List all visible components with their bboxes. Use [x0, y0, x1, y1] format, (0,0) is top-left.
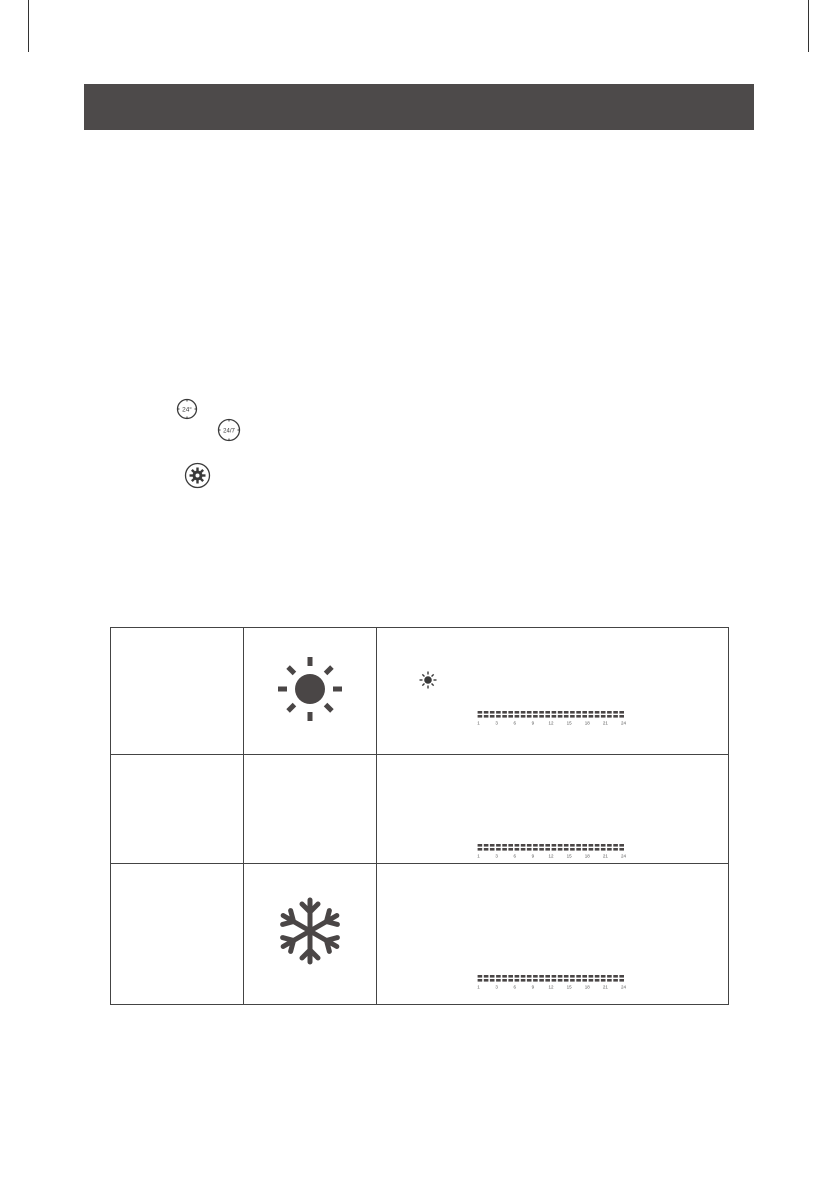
- hour-segment-top: [570, 711, 575, 714]
- hour-segment: [545, 979, 550, 982]
- hour-segment: [520, 848, 525, 851]
- mode-row-night: [111, 755, 729, 863]
- hour-tick-label: 21: [602, 720, 608, 726]
- hour-segment-top: [508, 711, 513, 714]
- hour-segment: [570, 979, 575, 982]
- hour-segment: [576, 979, 581, 982]
- svg-text:24/7: 24/7: [223, 428, 235, 435]
- mode-description-cell: [376, 863, 728, 1004]
- mode-table: [110, 627, 729, 1005]
- hour-segment-top: [527, 975, 532, 978]
- snowflake-icon: [275, 896, 345, 971]
- mode-name-cell: [111, 628, 244, 755]
- small-sun-icon: [419, 671, 437, 689]
- hour-segment: [594, 979, 599, 982]
- hour-segment-top: [477, 975, 482, 978]
- hour-segment: [564, 715, 569, 718]
- hour-segment: [601, 848, 606, 851]
- hour-segment: [613, 715, 618, 718]
- hour-tick-label: 24: [620, 984, 626, 990]
- mode-name-cell: [111, 755, 244, 863]
- gear-icon: [184, 462, 211, 489]
- hour-segment: [570, 715, 575, 718]
- hour-segment-top: [582, 844, 587, 847]
- hour-segment: [551, 848, 556, 851]
- hour-segment-top: [576, 975, 581, 978]
- hour-segment-top: [564, 844, 569, 847]
- hour-segment: [551, 715, 556, 718]
- hour-segment: [594, 715, 599, 718]
- hour-segment-top: [508, 844, 513, 847]
- hour-segment-top: [533, 975, 538, 978]
- hour-segment: [483, 979, 488, 982]
- hour-segment: [539, 979, 544, 982]
- hour-segment-top: [533, 844, 538, 847]
- hour-segment-top: [576, 844, 581, 847]
- hour-tick-label: 9: [531, 720, 534, 726]
- hour-segment-top: [551, 844, 556, 847]
- hour-segment-top: [594, 711, 599, 714]
- hour-tick-label: 3: [494, 720, 498, 726]
- hour-segment-top: [588, 975, 593, 978]
- hour-segment: [508, 715, 513, 718]
- hour-segment: [533, 848, 538, 851]
- hour-segment-top: [539, 975, 544, 978]
- hour-segment-top: [588, 711, 593, 714]
- hour-segment-top: [619, 975, 624, 978]
- hour-segment: [557, 715, 562, 718]
- hour-segment: [514, 848, 519, 851]
- svg-text:24°: 24°: [182, 406, 192, 414]
- hour-segment: [588, 979, 593, 982]
- hour-segment-top: [613, 711, 618, 714]
- hour-segment: [514, 979, 519, 982]
- hour-segment: [557, 979, 562, 982]
- hour-segment: [502, 979, 507, 982]
- hour-segment: [601, 979, 606, 982]
- hour-segment: [576, 715, 581, 718]
- hour-segment-top: [607, 711, 612, 714]
- hour-segment-top: [514, 975, 519, 978]
- hour-segment-top: [527, 711, 532, 714]
- crop-mark-left: [28, 0, 29, 52]
- hour-tick-label: 18: [584, 853, 590, 859]
- hour-segment-top: [564, 975, 569, 978]
- clock-24-icon: [176, 398, 198, 420]
- sun-icon: [278, 657, 342, 726]
- hour-segment: [477, 848, 482, 851]
- hour-segment-top: [502, 844, 507, 847]
- crop-mark-right: [808, 0, 809, 52]
- hour-segment: [539, 848, 544, 851]
- hour-tick-label: 9: [531, 984, 534, 990]
- hour-segment: [607, 848, 612, 851]
- hour-segment-top: [570, 975, 575, 978]
- hour-segment-top: [527, 844, 532, 847]
- hour-segment: [496, 979, 501, 982]
- hour-segment-top: [601, 844, 606, 847]
- hour-segment-top: [496, 975, 501, 978]
- hour-segment-top: [570, 844, 575, 847]
- hour-segment-top: [545, 975, 550, 978]
- mode-icon-cell: [243, 628, 376, 755]
- hour-segment: [613, 848, 618, 851]
- hour-segment-top: [514, 844, 519, 847]
- hour-segment: [502, 848, 507, 851]
- hour-segment-top: [508, 975, 513, 978]
- hour-tick-label: 3: [494, 984, 498, 990]
- hour-tick-label: 15: [566, 984, 572, 990]
- hour-segment: [619, 848, 624, 851]
- hour-segment: [570, 848, 575, 851]
- hour-tick-label: 3: [494, 853, 498, 859]
- hour-segment: [533, 979, 538, 982]
- hour-segment-top: [607, 844, 612, 847]
- hour-segment: [564, 979, 569, 982]
- mode-name-cell: [111, 863, 244, 1004]
- hour-segment: [582, 979, 587, 982]
- hour-segment-top: [545, 711, 550, 714]
- hour-segment: [527, 715, 532, 718]
- hour-segment: [619, 979, 624, 982]
- hour-tick-label: 21: [602, 853, 608, 859]
- hour-segment-top: [557, 711, 562, 714]
- hour-segment: [588, 848, 593, 851]
- hour-segment-top: [601, 975, 606, 978]
- hour-segment-top: [502, 711, 507, 714]
- hour-segment: [477, 715, 482, 718]
- hour-segment: [527, 848, 532, 851]
- hour-segment: [496, 715, 501, 718]
- hour-segment-top: [545, 844, 550, 847]
- hour-segment-top: [490, 711, 495, 714]
- hour-tick-label: 18: [584, 984, 590, 990]
- hour-segment-top: [483, 844, 488, 847]
- hour-segment-top: [551, 975, 556, 978]
- hour-segment-top: [619, 844, 624, 847]
- hour-segment: [490, 979, 495, 982]
- hour-segment-top: [588, 844, 593, 847]
- hour-segment: [601, 715, 606, 718]
- hour-segment-top: [483, 975, 488, 978]
- hour-segment-top: [551, 711, 556, 714]
- hour-segment-top: [483, 711, 488, 714]
- hour-segment: [588, 715, 593, 718]
- hour-segment-top: [594, 844, 599, 847]
- hour-tick-label: 12: [548, 984, 554, 990]
- hour-segment-top: [477, 844, 482, 847]
- hour-segment-top: [496, 844, 501, 847]
- hour-segment: [545, 715, 550, 718]
- hour-tick-label: 1: [476, 720, 480, 726]
- hour-tick-label: 24: [620, 720, 626, 726]
- hour-segment-top: [564, 711, 569, 714]
- hour-segment: [508, 848, 513, 851]
- hour-timeline: [477, 975, 625, 995]
- hour-segment: [496, 848, 501, 851]
- hour-segment-top: [490, 975, 495, 978]
- hour-segment: [564, 848, 569, 851]
- hour-segment: [582, 848, 587, 851]
- hour-segment-top: [533, 711, 538, 714]
- hour-segment: [520, 715, 525, 718]
- hour-segment: [551, 979, 556, 982]
- hour-segment-top: [557, 975, 562, 978]
- hour-segment: [490, 848, 495, 851]
- hour-segment-top: [607, 975, 612, 978]
- hour-segment-top: [582, 711, 587, 714]
- hour-segment-top: [619, 711, 624, 714]
- clock-24-7-icon: [217, 418, 241, 442]
- moon-icon: [282, 778, 338, 839]
- hour-segment: [508, 979, 513, 982]
- hour-segment-top: [582, 975, 587, 978]
- hour-segment-top: [601, 711, 606, 714]
- hour-segment: [490, 715, 495, 718]
- hour-tick-label: 15: [566, 853, 572, 859]
- hour-segment: [539, 715, 544, 718]
- hour-tick-label: 21: [602, 984, 608, 990]
- hour-tick-label: 18: [584, 720, 590, 726]
- hour-segment-top: [576, 711, 581, 714]
- hour-segment: [527, 979, 532, 982]
- section-header-bar: [84, 84, 754, 130]
- mode-row-frost: [111, 863, 729, 1004]
- hour-segment: [514, 715, 519, 718]
- hour-segment-top: [520, 711, 525, 714]
- hour-segment-top: [613, 975, 618, 978]
- hour-tick-label: 15: [566, 720, 572, 726]
- hour-tick-label: 1: [476, 984, 480, 990]
- hour-segment: [483, 848, 488, 851]
- hour-segment-top: [520, 975, 525, 978]
- hour-segment: [582, 715, 587, 718]
- hour-segment: [619, 715, 624, 718]
- hour-segment: [576, 848, 581, 851]
- hour-segment: [502, 715, 507, 718]
- hour-tick-label: 12: [548, 853, 554, 859]
- hour-timeline: [477, 844, 625, 864]
- hour-segment-top: [539, 844, 544, 847]
- hour-segment-top: [594, 975, 599, 978]
- hour-segment: [533, 715, 538, 718]
- hour-segment-top: [490, 844, 495, 847]
- mode-icon-cell: [243, 755, 376, 863]
- hour-segment: [483, 715, 488, 718]
- hour-segment-top: [613, 844, 618, 847]
- hour-segment: [594, 848, 599, 851]
- hour-segment-top: [557, 844, 562, 847]
- hour-segment-top: [539, 711, 544, 714]
- hour-segment: [613, 979, 618, 982]
- hour-segment-top: [514, 711, 519, 714]
- hour-tick-label: 1: [476, 853, 480, 859]
- hour-segment: [545, 848, 550, 851]
- mode-description-cell: [376, 628, 728, 755]
- hour-timeline: [477, 711, 625, 731]
- hour-tick-label: 6: [513, 853, 516, 859]
- hour-segment: [607, 979, 612, 982]
- hour-tick-label: 6: [513, 720, 516, 726]
- hour-tick-label: 9: [531, 853, 534, 859]
- hour-segment: [607, 715, 612, 718]
- hour-segment: [520, 979, 525, 982]
- hour-segment-top: [502, 975, 507, 978]
- mode-icon-cell: [243, 863, 376, 1004]
- hour-segment-top: [520, 844, 525, 847]
- hour-segment-top: [477, 711, 482, 714]
- hour-tick-label: 6: [513, 984, 516, 990]
- hour-segment: [557, 848, 562, 851]
- hour-segment: [477, 979, 482, 982]
- hour-tick-label: 24: [620, 853, 626, 859]
- hour-tick-label: 12: [548, 720, 554, 726]
- hour-segment-top: [496, 711, 501, 714]
- mode-row-day: [111, 628, 729, 755]
- mode-description-cell: [376, 755, 728, 863]
